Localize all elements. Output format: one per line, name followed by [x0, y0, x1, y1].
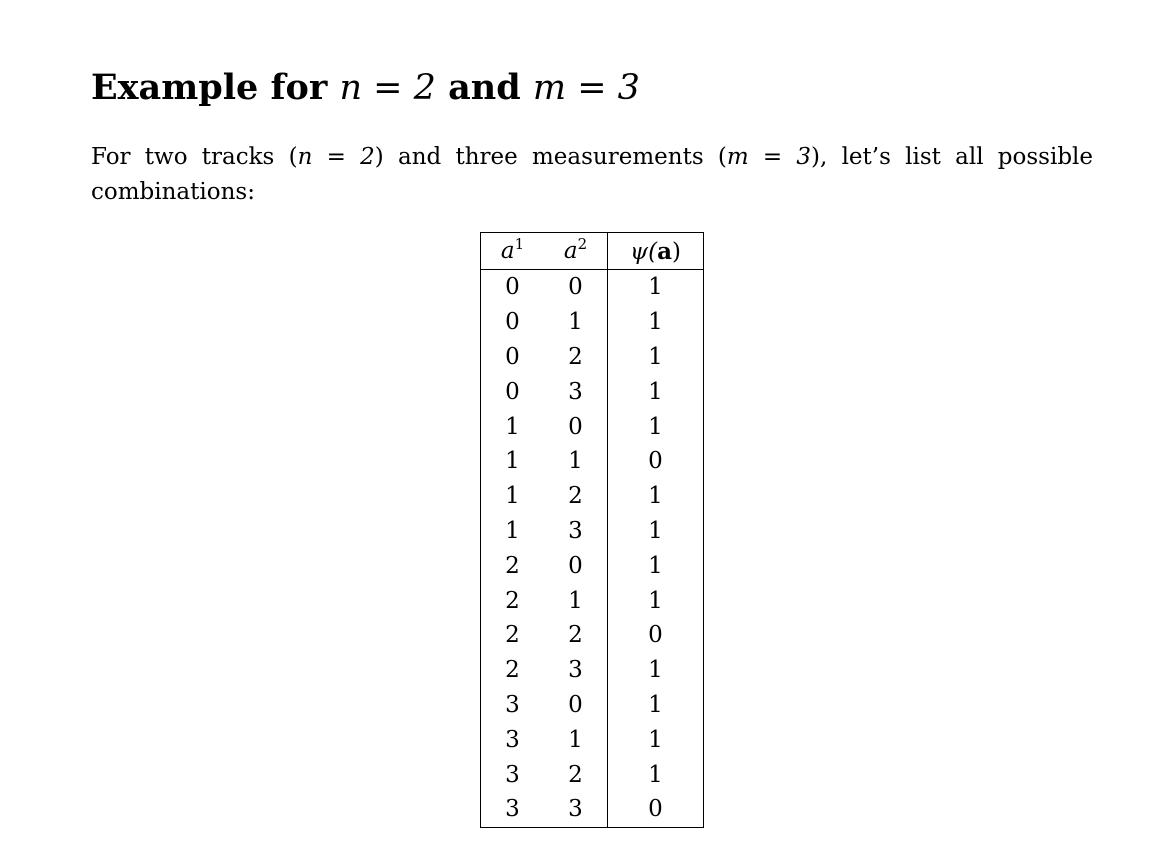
- cell-a1: 1: [505, 483, 520, 510]
- table-row: [481, 792, 704, 827]
- heading-and: and: [435, 67, 533, 108]
- cell-psi: 0: [648, 622, 663, 649]
- cell-psi: 1: [648, 309, 663, 336]
- intro-m-equation: m = 3: [726, 144, 812, 170]
- intro-part3: ), let’s list all possible combinations:: [91, 144, 1094, 205]
- table-row: [481, 514, 704, 549]
- cell-psi: 1: [648, 552, 663, 579]
- cell-a2: 3: [544, 374, 608, 409]
- cell-a1: 1: [505, 413, 520, 440]
- cell-a2: 2: [544, 618, 608, 653]
- table-row: [481, 340, 704, 375]
- cell-a2: 0: [544, 548, 608, 583]
- cell-a1: 1: [505, 517, 520, 544]
- cell-a1: 1: [505, 448, 520, 475]
- cell-a2: 1: [544, 583, 608, 618]
- table-row: [481, 757, 704, 792]
- table-row: [481, 479, 704, 514]
- cell-a2: 2: [544, 340, 608, 375]
- table-row: [481, 653, 704, 688]
- heading-prefix: Example for: [91, 67, 340, 108]
- table-row: [481, 618, 704, 653]
- table-header-row: [481, 233, 704, 270]
- cell-a2: 2: [544, 479, 608, 514]
- cell-a2: 0: [544, 409, 608, 444]
- intro-paragraph: [91, 140, 1093, 210]
- table-row: [481, 688, 704, 723]
- table-row: [481, 548, 704, 583]
- cell-a1: 0: [505, 309, 520, 336]
- combinations-table: [480, 232, 704, 828]
- table-row: [481, 305, 704, 340]
- header-a2: $a^2$: [544, 233, 608, 270]
- cell-psi: 1: [648, 761, 663, 788]
- cell-psi: 1: [648, 483, 663, 510]
- cell-psi: 1: [648, 517, 663, 544]
- intro-n-equation: n = 2: [297, 144, 375, 170]
- cell-a2: 2: [544, 757, 608, 792]
- intro-part2: ) and three measurements (: [374, 144, 727, 170]
- cell-a1: 3: [505, 691, 520, 718]
- cell-a1: 2: [505, 622, 520, 649]
- cell-a2: 3: [544, 653, 608, 688]
- cell-a1: 2: [505, 552, 520, 579]
- cell-psi: 0: [648, 448, 663, 475]
- table-row: [481, 583, 704, 618]
- cell-psi: 1: [648, 343, 663, 370]
- cell-a1: 3: [505, 796, 520, 823]
- table-row: [481, 409, 704, 444]
- cell-psi: 0: [648, 796, 663, 823]
- cell-psi: 1: [648, 378, 663, 405]
- cell-a1: 0: [505, 274, 520, 301]
- table-row: [481, 722, 704, 757]
- cell-psi: 1: [648, 691, 663, 718]
- cell-a2: 0: [544, 270, 608, 305]
- cell-a2: 1: [544, 305, 608, 340]
- cell-psi: 1: [648, 726, 663, 753]
- cell-psi: 1: [648, 413, 663, 440]
- cell-psi: 1: [648, 587, 663, 614]
- cell-psi: 1: [648, 274, 663, 301]
- heading-n-equation: n = 2: [339, 68, 436, 108]
- cell-a2: 0: [544, 688, 608, 723]
- heading-m-equation: m = 3: [532, 68, 640, 108]
- header-a1: $a^1$: [481, 233, 545, 270]
- cell-a1: 3: [505, 726, 520, 753]
- cell-a2: 1: [544, 444, 608, 479]
- table-row: [481, 374, 704, 409]
- cell-a2: 3: [544, 514, 608, 549]
- table-row: [481, 444, 704, 479]
- table-row: [481, 270, 704, 305]
- section-heading: [91, 63, 640, 113]
- header-psi: ψ(a): [608, 233, 704, 270]
- table-body: [481, 270, 704, 828]
- cell-a1: 0: [505, 378, 520, 405]
- cell-a1: 2: [505, 587, 520, 614]
- cell-a2: 3: [544, 792, 608, 827]
- cell-a1: 3: [505, 761, 520, 788]
- cell-a1: 2: [505, 657, 520, 684]
- cell-a2: 1: [544, 722, 608, 757]
- cell-psi: 1: [648, 657, 663, 684]
- cell-a1: 0: [505, 343, 520, 370]
- intro-part1: For two tracks (: [91, 144, 298, 170]
